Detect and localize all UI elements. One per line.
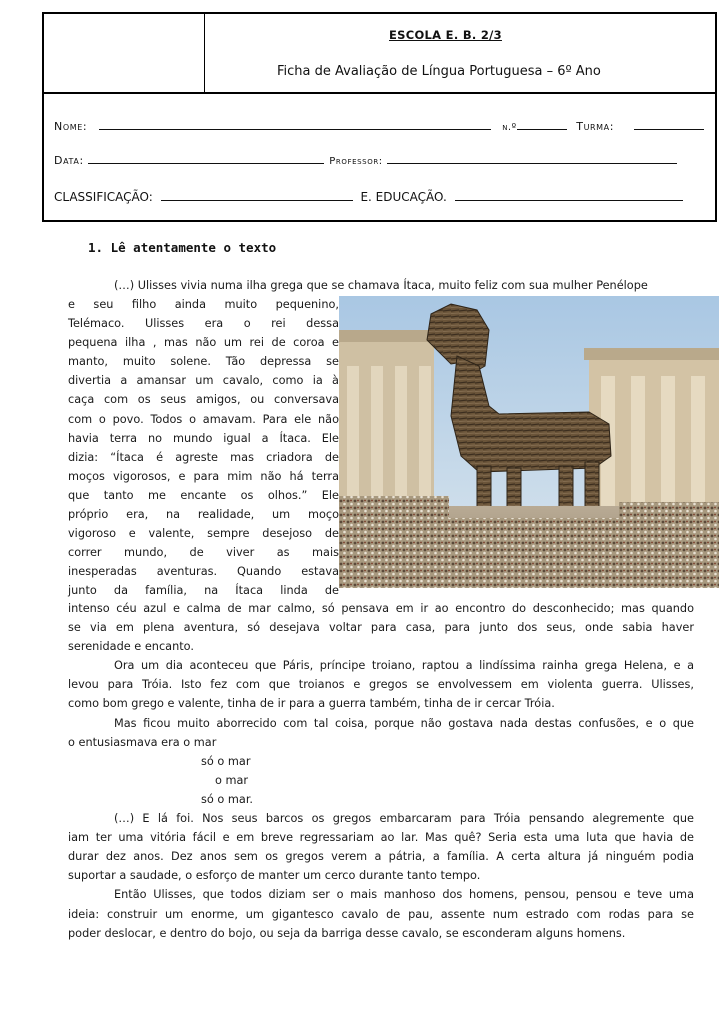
text-line: dizia: “Ítaca é agreste mas criadora de: [68, 450, 339, 464]
text-line: o mar: [215, 773, 249, 787]
text-line: manto, muito solene. Tão depressa se: [68, 355, 339, 369]
question-text: Lê atentamente o texto: [110, 240, 277, 255]
grade-row: [54, 190, 683, 204]
text-line: como bom grego e valente, tinha de ir para a guerra também, tinha de ir cercar Tróia.: [68, 697, 555, 711]
text-line: ideia: construir um enorme, um gigantesco cavalo de pau, assente num estrado com rodas para se: [68, 907, 694, 921]
text-line: só o mar: [201, 754, 251, 768]
grade-label: CLASSIFICAÇÃO:: [54, 190, 153, 204]
text-line: havia terra no mundo igual a Ítaca. Ele: [68, 431, 339, 445]
date-label: Data:: [54, 154, 84, 167]
text-line: o entusiasmava era o mar: [68, 735, 217, 749]
trojan-horse-image: [339, 296, 719, 588]
text-line: inesperadas aventuras. Quando estava: [68, 565, 339, 579]
name-row: [54, 120, 704, 133]
question-heading: [88, 240, 276, 255]
text-line: suportar a saudade, o esforço de manter um cerco durante tanto tempo.: [68, 869, 481, 883]
teacher-label: Professor:: [329, 156, 383, 167]
text-line: correr mundo, de viver as mais: [68, 546, 339, 560]
number-field[interactable]: [517, 128, 567, 130]
date-row: [54, 154, 677, 167]
text-paragraph-first-line: (…) Ulisses vivia numa ilha grega que se chamava Ítaca, muito feliz com sua mulher Penélope: [114, 279, 648, 292]
form-title: Ficha de Avaliação de Língua Portuguesa – 6º Ano: [277, 64, 601, 79]
class-field[interactable]: [634, 128, 704, 130]
class-label: Turma:: [576, 120, 615, 133]
name-label: Nome:: [54, 120, 88, 133]
text-line: que tanto me encante os olhos.” Ele: [68, 488, 339, 502]
text-line: moços vigorosos, e para mim não há terra: [68, 469, 339, 483]
text-line: Então Ulisses, que todos diziam ser o mais manhoso dos homens, pensou, pensou e teve uma: [114, 888, 694, 902]
text-line: divertia a amansar um cavalo, como ia à: [68, 374, 339, 388]
grade-field[interactable]: [161, 199, 353, 201]
text-line: Ora um dia aconteceu que Páris, príncipe troiano, raptou a lindíssima rainha grega Helena, e a: [114, 659, 694, 673]
text-line: pequena ilha , mas não um rei de coroa e: [68, 336, 339, 350]
text-line: se via em plena aventura, só desejava voltar para casa, para junto dos seus, onde sabia haver: [68, 621, 694, 635]
text-line: Mas ficou muito aborrecido com tal coisa, porque não gostava nada destas confusões, e o que: [114, 716, 694, 730]
student-info-box: [42, 94, 717, 222]
teacher-field[interactable]: [387, 162, 677, 164]
text-line: intenso céu azul e calma de mar calmo, só pensava em ir ao encontro do desconhecido; mas quando: [68, 602, 694, 615]
education-field[interactable]: [455, 199, 683, 201]
text-line: junto da família, na Ítaca linda de: [68, 584, 339, 598]
logo-cell: [44, 14, 205, 92]
text-line: caça com os seus amigos, ou conversava: [68, 393, 339, 407]
text-line: levou para Tróia. Isto fez com que troianos e gregos se envolvessem em violenta guerra. Ulisses,: [68, 678, 694, 692]
text-line: só o mar.: [201, 792, 254, 806]
text-line: (…) E lá foi. Nos seus barcos os gregos embarcaram para Tróia pensando alegremente que: [114, 812, 694, 826]
date-field[interactable]: [88, 162, 324, 164]
text-line: Telémaco. Ulisses era o rei dessa: [68, 317, 339, 331]
header-box: [42, 12, 717, 94]
number-label: n.º: [502, 122, 517, 133]
text-line: e seu filho ainda muito pequenino,: [68, 298, 339, 311]
question-number: 1.: [88, 240, 104, 255]
text-line: durar dez anos. Dez anos sem os gregos verem a pátria, a família. A certa altura já ninguém podia: [68, 850, 694, 864]
text-left-column: [68, 295, 339, 601]
text-line: vigoroso e valente, sempre desejoso de: [68, 527, 339, 541]
education-label: E. EDUCAÇÃO.: [360, 190, 447, 204]
text-body: [68, 599, 694, 943]
text-line: iam ter uma vitória fácil e em breve regressariam ao lar. Mas quê? Seria esta uma luta que havia de: [68, 831, 694, 845]
school-name: ESCOLA E. B. 2/3: [389, 28, 502, 42]
text-line: próprio era, na realidade, um moço: [68, 508, 339, 522]
text-line: serenidade e encanto.: [68, 640, 194, 654]
text-line: com o povo. Todos o amavam. Para ele não: [68, 412, 339, 426]
text-line: poder deslocar, e dentro do bojo, ou seja da barriga desse cavalo, se esconderam alguns homens.: [68, 926, 626, 940]
name-field[interactable]: [99, 128, 491, 130]
